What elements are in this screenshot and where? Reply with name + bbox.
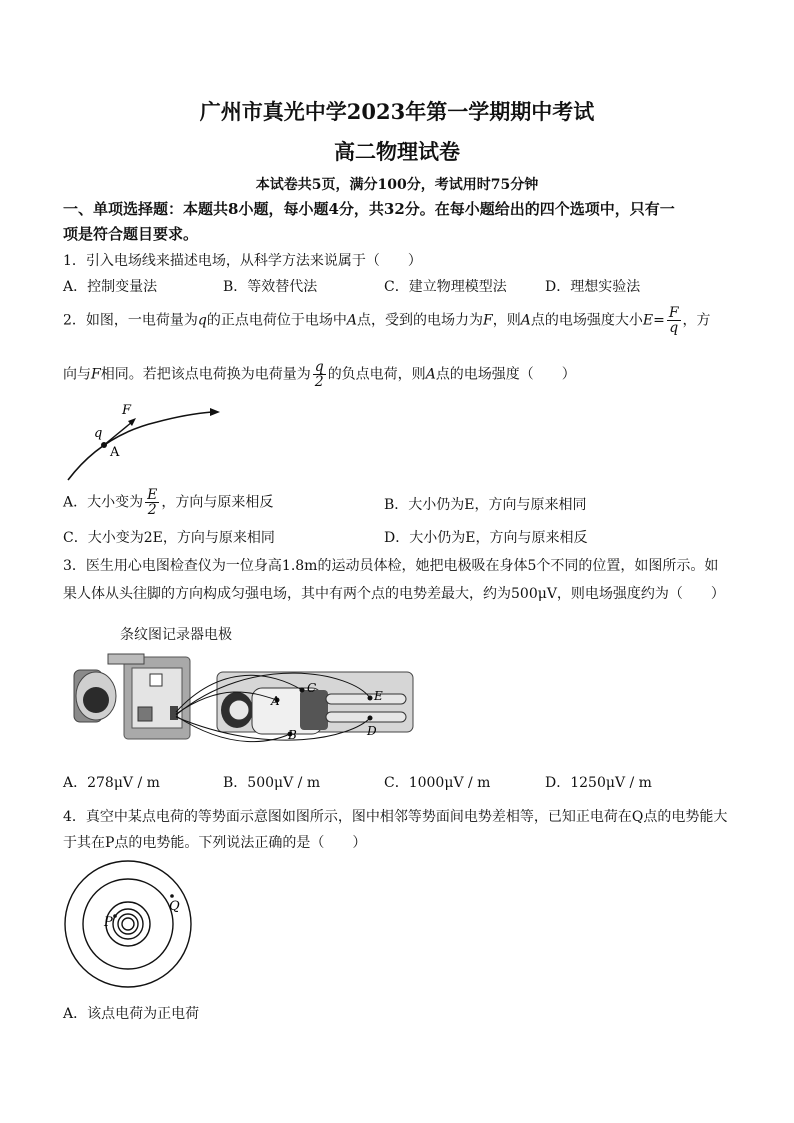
exam-subtitle: 高二物理试卷 (334, 139, 460, 164)
field-line (68, 412, 212, 480)
fraction-f-over-q: $\frac{F}{q}$ (668, 305, 679, 336)
field-line-arrowhead (210, 408, 220, 416)
label-q: q (94, 426, 103, 441)
label-a: A (271, 694, 280, 708)
doctor-arm (108, 654, 144, 664)
q1-option-d: D．理想实验法 (545, 279, 641, 295)
section-heading-line1: 一、单项选择题：本题共8小题，每小题4分，共32分。在每小题给出的四个选项中，只有一 (63, 200, 675, 218)
equipotential-ring-5 (118, 914, 138, 934)
label-q: Q (169, 899, 180, 914)
q3-figure-caption: 条纹图记录器电极 (120, 627, 232, 643)
equipotential-ring-6 (122, 918, 134, 930)
q2-option-b: B．大小仍为E，方向与原来相同 (384, 497, 587, 513)
exam-info: 本试卷共5页，满分100分，考试用时75分钟 (255, 177, 539, 193)
label-e: E (374, 689, 383, 703)
force-vector (104, 422, 132, 445)
q1-option-a: A．控制变量法 (63, 279, 158, 295)
doctor-head (83, 687, 109, 713)
q2-field-line-figure (62, 400, 232, 485)
patient-head (229, 700, 249, 720)
equipotential-ring-1 (65, 861, 191, 987)
section-heading-line2: 项是符合题目要求。 (63, 225, 199, 243)
q2-stem-line2: 向与F相同。若把该点电荷换为电荷量为 $\frac{q}{2}$ 的负点电荷，则A点的电场强度（ ） (63, 359, 576, 390)
exam-title: 广州市真光中学2023年第一学期期中考试 (199, 99, 595, 124)
point-p (113, 914, 117, 918)
q2-option-a: A．大小变为 $\frac{E}{2}$ ，方向与原来相反 (63, 487, 274, 518)
label-f: F (122, 403, 132, 418)
label-d: D (367, 724, 377, 738)
q2-option-c: C．大小变为2E，方向与原来相同 (63, 530, 275, 546)
q4-equipotential-figure (62, 858, 196, 990)
q2-option-d: D．大小仍为E，方向与原来相反 (384, 530, 588, 546)
electrode-c (300, 688, 305, 693)
label-b: B (288, 728, 297, 742)
recorder-screen (150, 674, 162, 686)
q1-option-c: C．建立物理模型法 (384, 279, 507, 295)
charge-point (101, 442, 107, 448)
equipotential-ring-2 (83, 879, 173, 969)
q3-option-d: D．1250μV / m (545, 775, 652, 791)
q1-option-b: B．等效替代法 (223, 279, 318, 295)
q1-stem: 1．引入电场线来描述电场，从科学方法来说属于（ ） (63, 253, 422, 269)
q4-option-a: A．该点电荷为正电荷 (63, 1006, 200, 1022)
label-a: A (110, 445, 120, 460)
recorder-keypad (138, 707, 152, 721)
fraction-q-over-2: $\frac{q}{2}$ (314, 359, 324, 390)
q3-option-b: B．500μV / m (223, 775, 321, 791)
q3-option-c: C．1000μV / m (384, 775, 491, 791)
patient-shorts (300, 690, 328, 730)
q2-stem-line1: 2．如图，一电荷量为q的正点电荷位于电场中A点，受到的电场力为F，则A点的电场强度大小E= $\frac{F}{q}$ ，方 (63, 305, 711, 336)
point-q (170, 894, 174, 898)
patient-leg-upper (326, 694, 406, 704)
q4-stem-line2: 于其在P点的电势能。下列说法正确的是（ ） (63, 835, 367, 851)
label-c: C (307, 681, 317, 695)
q3-stem-line1: 3．医生用心电图检查仪为一位身高1.8m的运动员体检，她把电极吸在身体5个不同的位置，如图所示。如 (63, 558, 719, 574)
fraction-e-over-2: $\frac{E}{2}$ (147, 487, 158, 518)
q4-stem-line1: 4．真空中某点电荷的等势面示意图如图所示，图中相邻等势面间电势差相等，已知正电荷在Q点的电势能大 (63, 809, 728, 825)
patient-leg-lower (326, 712, 406, 722)
label-p: P (104, 915, 113, 930)
electrode-d (368, 716, 373, 721)
q3-ecg-figure (72, 642, 417, 747)
q3-option-a: A．278μV / m (63, 775, 160, 791)
electrode-e (368, 696, 373, 701)
q3-stem-line2: 果人体从头往脚的方向构成匀强电场，其中有两个点的电势差最大，约为500μV，则电场强度约为（ ） (63, 586, 725, 602)
